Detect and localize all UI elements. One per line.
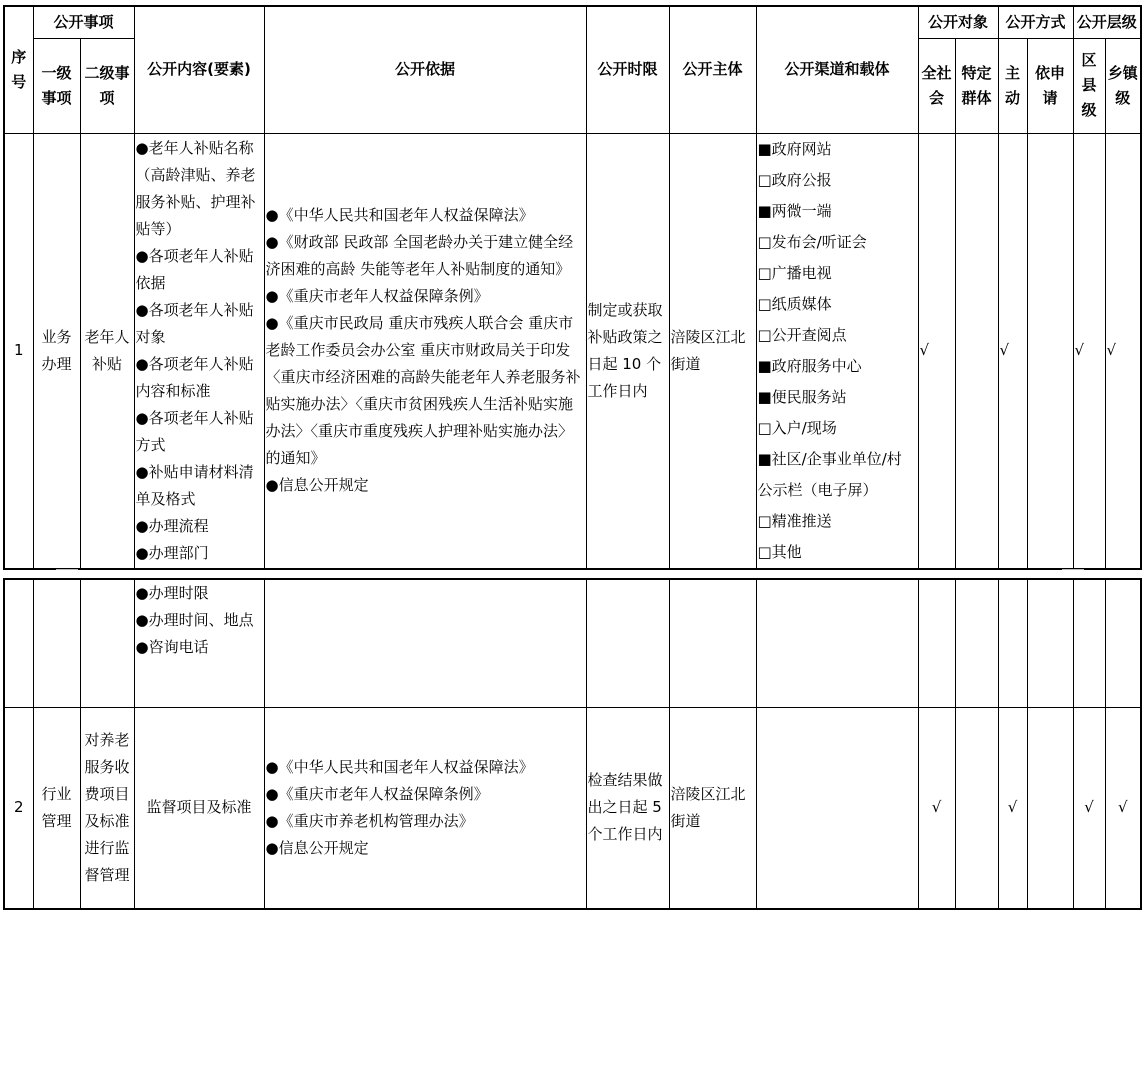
row1-content-continued bbox=[134, 579, 264, 707]
row1-level1: 业务办理 bbox=[33, 133, 80, 569]
content-item: ●办理时间、地点 bbox=[135, 611, 254, 629]
row1-level-town-check: √ bbox=[1105, 133, 1141, 569]
content-item: ●各项老年人补贴对象 bbox=[135, 300, 254, 346]
content-item: ●补贴申请材料清单及格式 bbox=[135, 462, 254, 508]
row2-mode-apply-check bbox=[1027, 707, 1073, 909]
channel-item: ■政府网站 bbox=[757, 139, 832, 158]
channel-item: ■两微一端 bbox=[757, 201, 832, 220]
row2-time-limit: 检查结果做出之日起 5 个工作日内 bbox=[586, 707, 669, 909]
channel-item: □纸质媒体 bbox=[757, 294, 832, 313]
channel-item: □精准推送 bbox=[757, 511, 832, 530]
header-level2: 二级事项 bbox=[80, 38, 134, 133]
content-item: ●各项老年人补贴内容和标准 bbox=[135, 354, 254, 400]
channel-item: □广播电视 bbox=[757, 263, 832, 282]
row1-subject: 涪陵区江北街道 bbox=[669, 133, 756, 569]
header-level-town: 乡镇级 bbox=[1105, 38, 1141, 133]
header-target-specific: 特定群体 bbox=[955, 38, 998, 133]
channel-item: □发布会/听证会 bbox=[757, 232, 867, 251]
disclosure-table-page1 bbox=[3, 5, 1142, 570]
row2-channels bbox=[756, 707, 918, 909]
row1-target-specific-check bbox=[955, 133, 998, 569]
channel-item: □政府公报 bbox=[757, 170, 832, 189]
row1-channels bbox=[756, 133, 918, 569]
row1-target-all-check: √ bbox=[918, 133, 955, 569]
channel-item: ■便民服务站 bbox=[757, 387, 847, 406]
row2-subject: 涪陵区江北街道 bbox=[669, 707, 756, 909]
header-level: 公开层级 bbox=[1073, 6, 1141, 38]
content-item: ●各项老年人补贴方式 bbox=[135, 408, 254, 454]
header-time-limit: 公开时限 bbox=[586, 6, 669, 133]
content-item: ●各项老年人补贴依据 bbox=[135, 246, 254, 292]
content-item: ●咨询电话 bbox=[135, 638, 209, 656]
header-level-district: 区县级 bbox=[1073, 38, 1105, 133]
basis-item: ●《重庆市民政局 重庆市残疾人联合会 重庆市老龄工作委员会办公室 重庆市财政局关于印发〈重庆市经济困难的高龄失能老年人养老服务补贴实施办法〉〈重庆市贫困残疾人生活补贴实施办法〉〈重庆市重度残疾人护理补贴实施办法〉的通知》 bbox=[265, 314, 581, 467]
header-target: 公开对象 bbox=[918, 6, 998, 38]
basis-item: ●《重庆市老年人权益保障条例》 bbox=[265, 784, 489, 803]
row2-content: 监督项目及标准 bbox=[134, 707, 264, 909]
header-items: 公开事项 bbox=[33, 6, 134, 38]
header-mode: 公开方式 bbox=[998, 6, 1073, 38]
row1-content bbox=[134, 133, 264, 569]
table-row bbox=[4, 579, 1141, 707]
row1-basis bbox=[264, 133, 586, 569]
row2-basis bbox=[264, 707, 586, 909]
row2-level-district-check: √ bbox=[1073, 707, 1105, 909]
header-content: 公开内容(要素) bbox=[134, 6, 264, 133]
row2-level1: 行业管理 bbox=[33, 707, 80, 909]
table-row bbox=[4, 133, 1141, 569]
basis-item: ●《财政部 民政部 全国老龄办关于建立健全经济困难的高龄 失能等老年人补贴制度的通知》 bbox=[265, 233, 574, 278]
header-seq: 序号 bbox=[4, 6, 33, 133]
row2-target-all-check: √ bbox=[918, 707, 955, 909]
content-item: ●老年人补贴名称（高龄津贴、养老服务补贴、护理补贴等） bbox=[135, 138, 256, 238]
header-mode-active: 主动 bbox=[998, 38, 1027, 133]
row1-mode-apply-check bbox=[1027, 133, 1073, 569]
header-channel: 公开渠道和载体 bbox=[756, 6, 918, 133]
basis-item: ●《重庆市养老机构管理办法》 bbox=[265, 811, 474, 830]
row1-level-district-check: √ bbox=[1073, 133, 1105, 569]
disclosure-table-page2 bbox=[3, 578, 1142, 910]
row1-mode-active-check: √ bbox=[998, 133, 1027, 569]
header-target-all: 全社会 bbox=[918, 38, 955, 133]
content-item: ●办理部门 bbox=[135, 543, 209, 562]
row2-mode-active-check: √ bbox=[998, 707, 1027, 909]
basis-item: ●信息公开规定 bbox=[265, 838, 369, 857]
header-mode-apply: 依申请 bbox=[1027, 38, 1073, 133]
row1-time-limit: 制定或获取补贴政策之日起 10 个工作日内 bbox=[586, 133, 669, 569]
row2-target-specific-check bbox=[955, 707, 998, 909]
row2-level2: 对养老服务收费项目及标准进行监督管理 bbox=[80, 707, 134, 909]
table-row bbox=[4, 707, 1141, 909]
row2-level-town-check: √ bbox=[1105, 707, 1141, 909]
channel-item: ■政府服务中心 bbox=[757, 356, 862, 375]
row1-level2: 老年人补贴 bbox=[80, 133, 134, 569]
header-level1: 一级事项 bbox=[33, 38, 80, 133]
channel-item: □其他 bbox=[757, 542, 802, 561]
header-basis: 公开依据 bbox=[264, 6, 586, 133]
content-item: ●办理时限 bbox=[135, 584, 209, 602]
basis-item: ●《中华人民共和国老年人权益保障法》 bbox=[265, 206, 534, 224]
basis-item: ●《重庆市老年人权益保障条例》 bbox=[265, 287, 489, 305]
basis-item: ●信息公开规定 bbox=[265, 476, 369, 494]
content-item: ●办理流程 bbox=[135, 516, 209, 535]
header-subject: 公开主体 bbox=[669, 6, 756, 133]
channel-item: □入户/现场 bbox=[757, 418, 837, 437]
channel-item: □公开查阅点 bbox=[757, 325, 847, 344]
basis-item: ●《中华人民共和国老年人权益保障法》 bbox=[265, 757, 534, 776]
row1-seq: 1 bbox=[4, 133, 33, 569]
row2-seq: 2 bbox=[4, 707, 33, 909]
channel-item: ■社区/企事业单位/村公示栏（电子屏） bbox=[757, 449, 902, 499]
